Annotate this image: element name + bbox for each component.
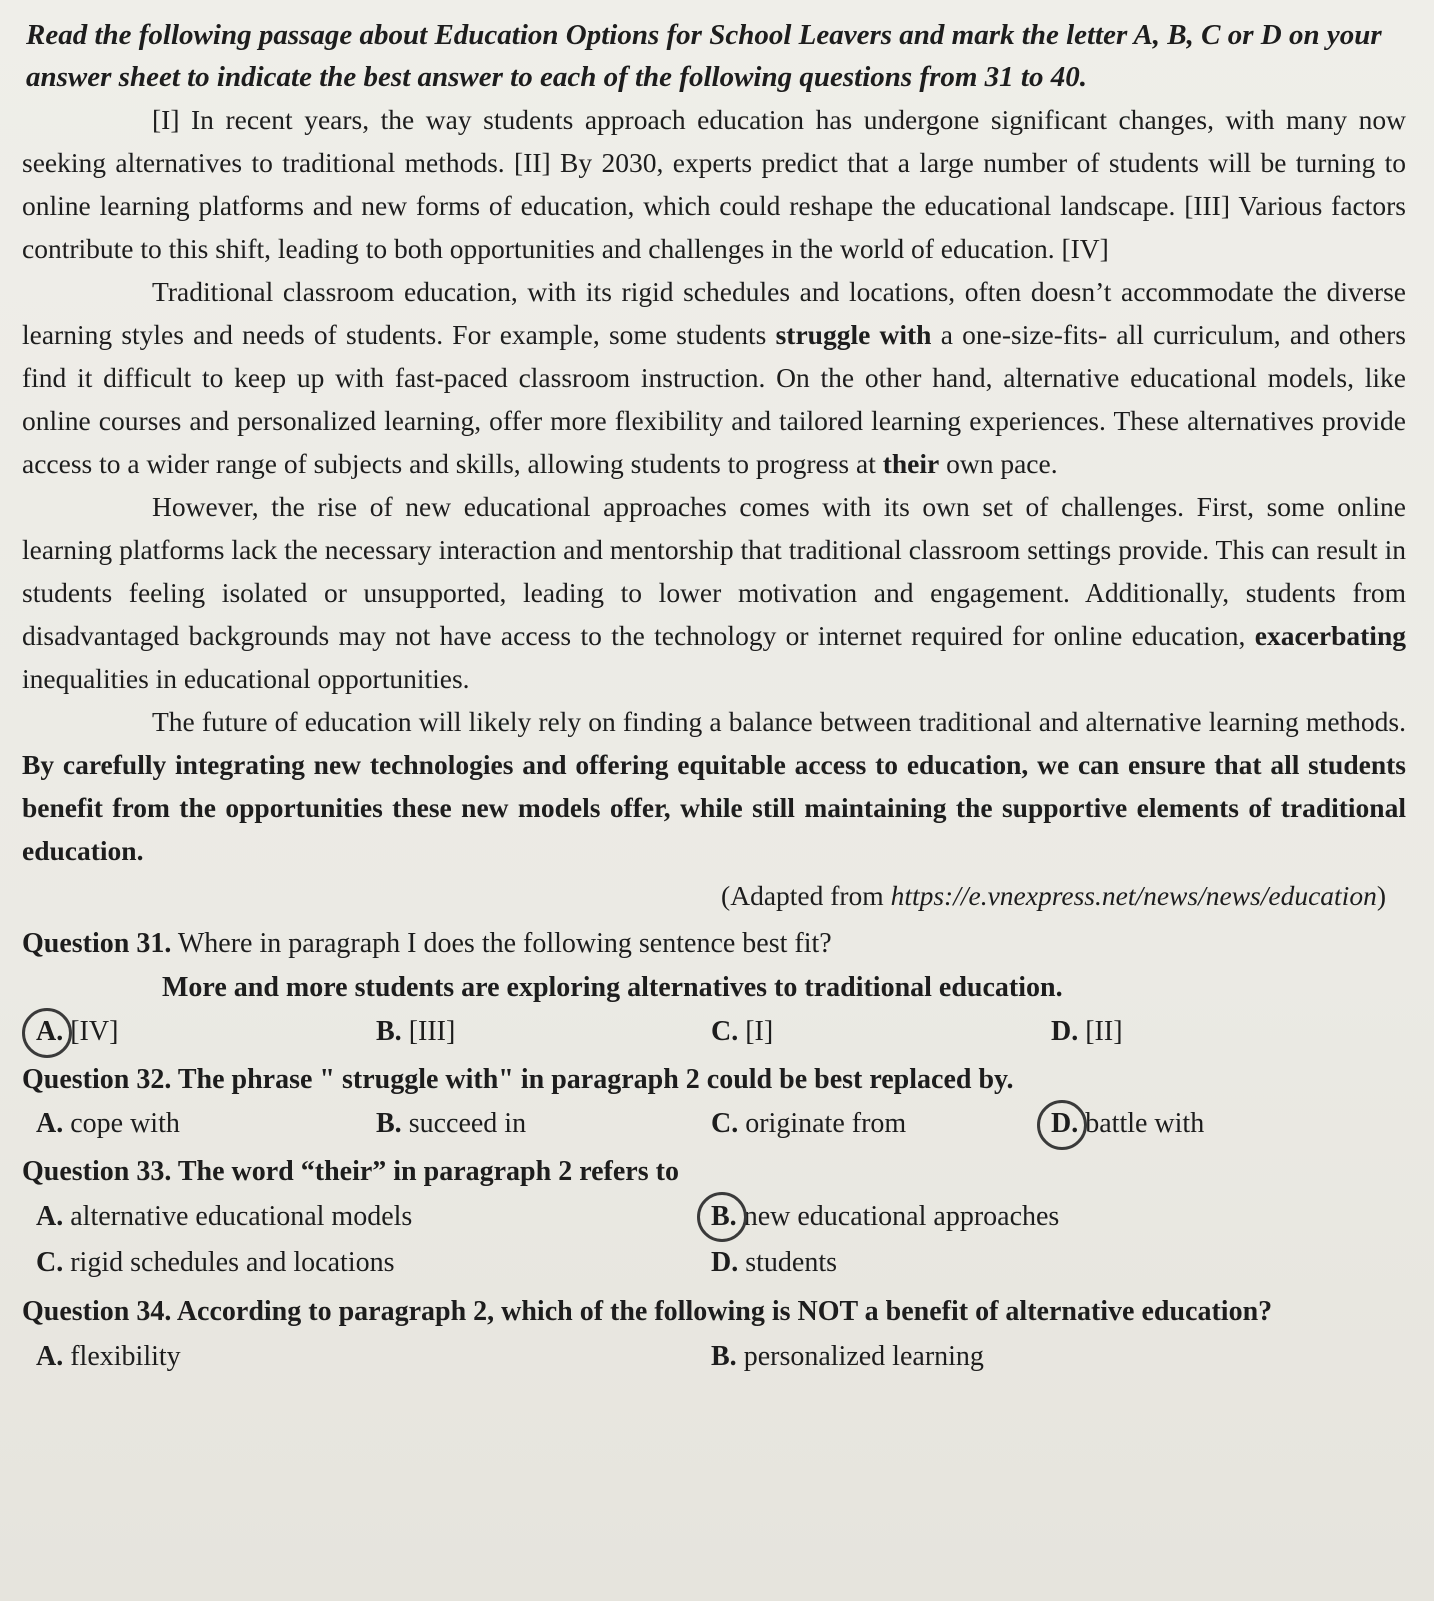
source-citation xyxy=(22,874,1386,918)
option-text: alternative educational models xyxy=(63,1201,413,1232)
question-text: According to paragraph 2, which of the following is NOT a benefit of alternative education? xyxy=(171,1296,1273,1327)
option-text: originate from xyxy=(738,1108,907,1139)
question-text: The phrase " struggle with" in paragraph 2 could be best replaced by. xyxy=(171,1064,1014,1095)
option-c[interactable] xyxy=(711,1010,1051,1054)
option-a[interactable] xyxy=(36,1010,376,1054)
paragraph-2-text-a: Traditional classroom education, with its rigid schedules and locations, often doesn’t accommodate the diverse learning styles and needs of students. For example, some students xyxy=(22,276,1406,350)
paragraph-3 xyxy=(22,485,1406,700)
highlight-struggle-with: struggle with xyxy=(775,319,932,350)
paragraph-2-text-c: own pace. xyxy=(939,448,1058,479)
question-text: The word “their” in paragraph 2 refers to xyxy=(171,1156,679,1187)
option-text: cope with xyxy=(63,1108,180,1139)
source-url: https://e.vnexpress.net/news/news/education xyxy=(890,880,1377,911)
option-b[interactable] xyxy=(711,1194,1311,1240)
option-b[interactable] xyxy=(376,1010,711,1054)
paragraph-1 xyxy=(22,98,1406,270)
option-text: succeed in xyxy=(401,1108,527,1139)
option-letter: B. xyxy=(711,1341,737,1372)
highlight-their: their xyxy=(882,448,940,479)
question-33-stem xyxy=(22,1150,1406,1194)
option-text: [IV] xyxy=(63,1016,119,1047)
question-33 xyxy=(22,1150,1406,1286)
question-31-options xyxy=(36,1010,1406,1054)
option-text: battle with xyxy=(1078,1108,1205,1139)
option-letter: A. xyxy=(36,1201,64,1232)
option-c[interactable] xyxy=(711,1102,1051,1146)
paragraph-2 xyxy=(22,270,1406,485)
option-d[interactable] xyxy=(711,1240,1311,1286)
question-33-options xyxy=(36,1194,1406,1286)
option-text: [III] xyxy=(401,1016,456,1047)
option-b[interactable] xyxy=(376,1102,711,1146)
paragraph-2-text-b: a one-size-fits- all curriculum, and others find it difficult to keep up with fast-paced classroom instruction. On the other hand, alternative educational models, like online courses and personalized learning, offer more flexibility and tailored learning experiences. These alternatives provide access to a wider range of subjects and skills, allowing students to progress at xyxy=(22,319,1406,479)
option-text: [II] xyxy=(1078,1016,1123,1047)
question-number: Question 31. xyxy=(22,928,172,959)
highlight-exacerbating: exacerbating xyxy=(1254,620,1406,651)
source-suffix: ) xyxy=(1376,880,1386,911)
option-letter: C. xyxy=(711,1016,739,1047)
question-32-options xyxy=(36,1102,1406,1146)
option-letter: C. xyxy=(36,1247,64,1278)
question-32-stem xyxy=(22,1058,1406,1102)
option-text: flexibility xyxy=(63,1341,181,1372)
option-letter: C. xyxy=(711,1108,739,1139)
option-c[interactable] xyxy=(36,1240,711,1286)
option-letter: A. xyxy=(36,1016,64,1047)
paragraph-3-text-a: However, the rise of new educational approaches comes with its own set of challenges. First, some online learning platforms lack the necessary interaction and mentorship that traditional classroom settings provide. This can result in students feeling isolated or unsupported, leading to lower motivation and engagement. Additionally, students from disadvantaged backgrounds may not have access to the technology or internet required for online education, xyxy=(22,491,1406,651)
paragraph-4-bold-sentence: By carefully integrating new technologies and offering equitable access to education, we can ensure that all students benefit from the opportunities these new models offer, while still maintaining the supportive elements of traditional education. xyxy=(22,749,1406,866)
option-a[interactable] xyxy=(36,1102,376,1146)
question-31 xyxy=(22,922,1406,1054)
question-31-stem xyxy=(22,922,1406,966)
instructions: Read the following passage about Education Options for School Leavers and mark the letter A, B, C or D on your answer sheet to indicate the best answer to each of the following questions from 31 to 40. xyxy=(26,19,1382,93)
option-letter: A. xyxy=(36,1108,64,1139)
option-letter: A. xyxy=(36,1341,64,1372)
question-34-options xyxy=(36,1334,1406,1380)
option-text: [I] xyxy=(738,1016,774,1047)
option-letter: D. xyxy=(711,1247,739,1278)
option-text: rigid schedules and locations xyxy=(63,1247,395,1278)
question-31-sentence: More and more students are exploring alternatives to traditional education. xyxy=(162,972,1063,1003)
option-text: new educational approaches xyxy=(736,1201,1060,1232)
question-text: Where in paragraph I does the following sentence best fit? xyxy=(171,928,832,959)
option-letter: B. xyxy=(376,1016,402,1047)
paragraph-4-text: The future of education will likely rely on finding a balance between traditional and alternative learning methods. xyxy=(152,706,1406,737)
option-letter: D. xyxy=(1051,1108,1079,1139)
question-34 xyxy=(22,1290,1406,1380)
source-prefix: (Adapted from xyxy=(721,880,891,911)
question-34-stem xyxy=(22,1290,1406,1334)
option-d[interactable] xyxy=(1051,1010,1351,1054)
option-a[interactable] xyxy=(36,1334,711,1380)
question-number: Question 32. xyxy=(22,1064,172,1095)
option-letter: B. xyxy=(711,1201,737,1232)
option-d[interactable] xyxy=(1051,1102,1351,1146)
question-number: Question 33. xyxy=(22,1156,172,1187)
paragraph-1-text: [I] In recent years, the way students approach education has undergone significant changes, with many now seeking alternatives to traditional methods. [II] By 2030, experts predict that a large number of students will be turning to online learning platforms and new forms of education, which could reshape the educational landscape. [III] Various factors contribute to this shift, leading to both opportunities and challenges in the world of education. [IV] xyxy=(22,104,1406,264)
option-text: personalized learning xyxy=(736,1341,984,1372)
paragraph-4 xyxy=(22,700,1406,872)
question-number: Question 34. xyxy=(22,1296,172,1327)
option-letter: B. xyxy=(376,1108,402,1139)
option-text: students xyxy=(738,1247,838,1278)
option-a[interactable] xyxy=(36,1194,711,1240)
question-32 xyxy=(22,1058,1406,1146)
option-b[interactable] xyxy=(711,1334,1311,1380)
option-letter: D. xyxy=(1051,1016,1079,1047)
paragraph-3-text-b: inequalities in educational opportunities. xyxy=(22,663,470,694)
